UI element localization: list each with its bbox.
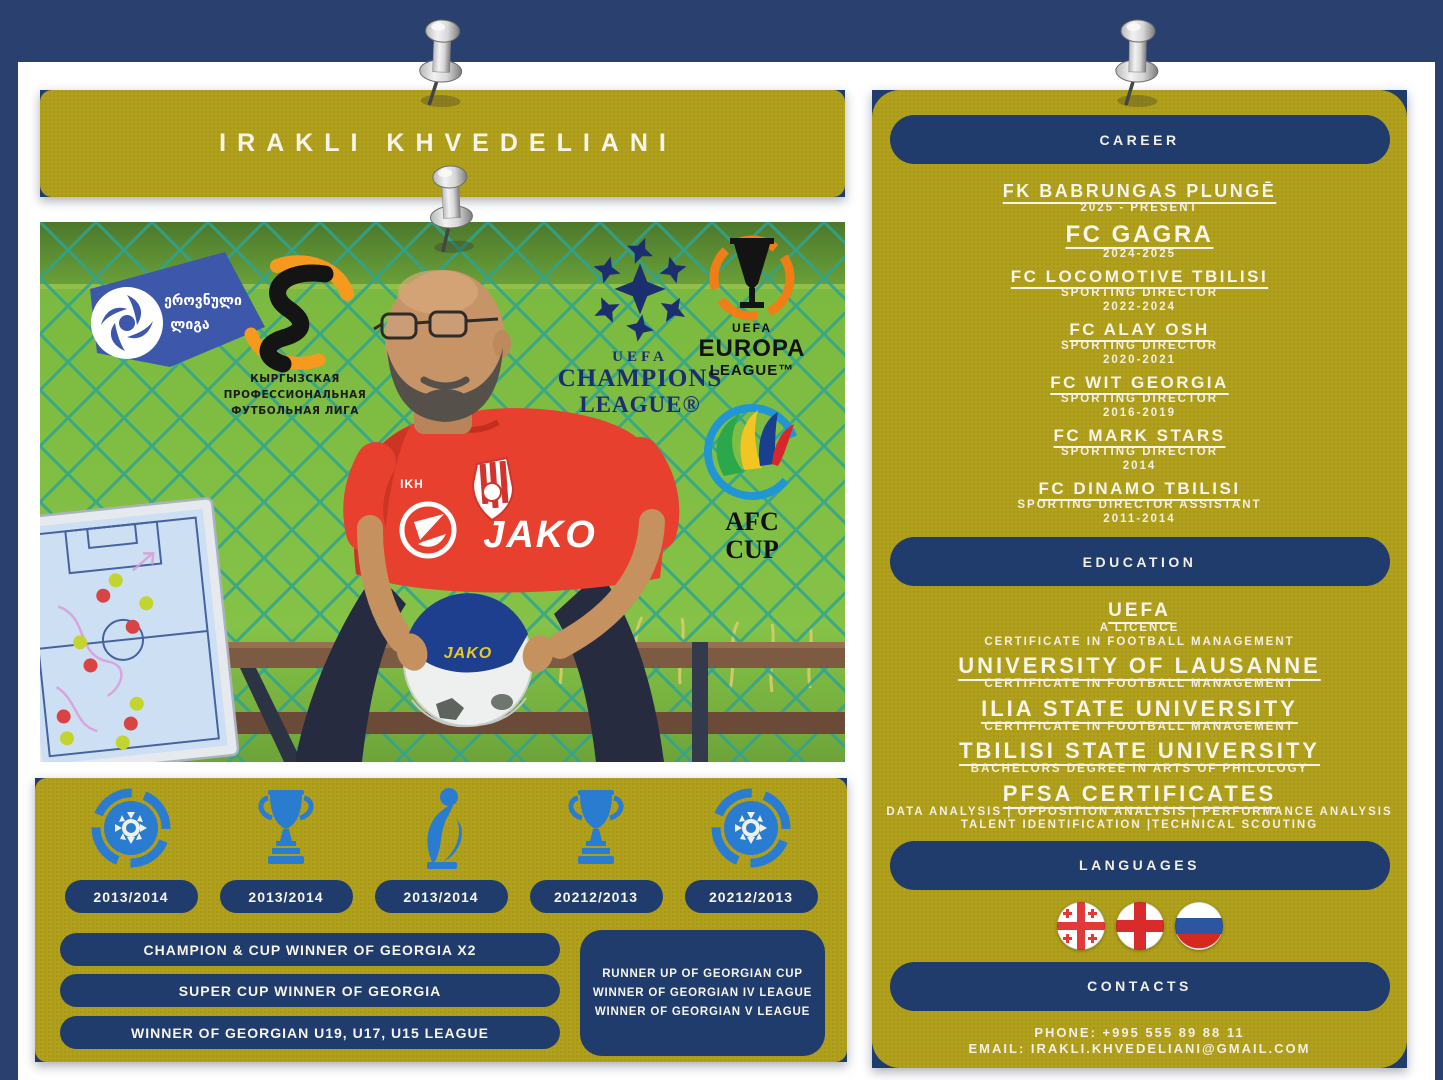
trophy-column: [220, 786, 353, 913]
language-flags: [1057, 902, 1223, 950]
side-box-line: WINNER OF GEORGIAN IV LEAGUE: [592, 986, 813, 999]
svg-text:КЫРГЫЗСКАЯ: КЫРГЫЗСКАЯ: [250, 373, 340, 385]
trophy-column: [530, 786, 663, 913]
svg-text:CUP: CUP: [725, 535, 779, 564]
cup-trophy-icon: [564, 786, 628, 870]
svg-text:CHAMPIONS: CHAMPIONS: [557, 365, 723, 392]
career-list: [1003, 181, 1277, 531]
league-medal-icon: [709, 786, 793, 870]
svg-text:EUROPA: EUROPA: [698, 335, 806, 362]
career-entry: FC ALAY OSH SPORTING DIRECTOR 2020-2021: [1060, 320, 1219, 366]
league-medal-icon: [89, 786, 173, 870]
svg-text:LEAGUE®: LEAGUE®: [579, 392, 701, 417]
jako-logo: [402, 504, 454, 556]
education-entry: PFSA CERTIFICATES DATA ANALYSIS | OPPOSITION ANALYSIS | PERFORMANCE ANALYSIS TALENT IDENTIFICATION |TECHNICAL SCOUTING: [886, 780, 1393, 831]
career-entry: FC GAGRA 2024-2025: [1065, 220, 1214, 260]
trophy-column: [375, 786, 508, 913]
email-line: EMAIL: IRAKLI.KHVEDELIANI@GMAIL.COM: [968, 1040, 1311, 1056]
education-list: [886, 599, 1392, 837]
year-badge: 20212/2013: [685, 880, 818, 913]
career-entry: FC DINAMO TBILISI SPORTING DIRECTOR ASSISTANT 2011-2014: [1017, 479, 1262, 525]
phone-line: PHONE: +995 555 89 88 11: [1034, 1024, 1245, 1040]
ball-brand-text: JAKO: [443, 645, 493, 662]
career-section-header: CAREER: [890, 115, 1390, 164]
super-cup-trophy-icon: [409, 786, 473, 870]
flag-england-icon: [1116, 902, 1164, 950]
contact-info: [969, 1025, 1311, 1057]
achievement-banner: WINNER OF GEORGIAN U19, U17, U15 LEAGUE: [60, 1016, 560, 1049]
education-entry: ILIA STATE UNIVERSITY CERTIFICATE IN FOOTBALL MANAGEMENT: [981, 695, 1298, 733]
education-entry: UNIVERSITY OF LAUSANNE CERTIFICATE IN FOOTBALL MANAGEMENT: [958, 653, 1321, 690]
education-entry: UEFA A LICENCE CERTIFICATE IN FOOTBALL MANAGEMENT: [984, 600, 1295, 648]
flag-russia-icon: [1175, 902, 1223, 950]
education-entry: TBILISI STATE UNIVERSITY BACHELORS DEGREE IN ARTS OF PHILOLOGY: [959, 738, 1320, 775]
pushpin-icon: [410, 158, 491, 258]
details-panel: [872, 90, 1407, 1068]
career-entry: FC LOCOMOTIVE TBILISI SPORTING DIRECTOR 2022-2024: [1010, 267, 1269, 313]
shirt-brand-text: JAKO: [483, 514, 597, 556]
svg-text:ФУТБОЛЬНАЯ ЛИГА: ФУТБОЛЬНАЯ ЛИГА: [231, 405, 359, 417]
svg-text:ლიგა: ლიგა: [170, 317, 210, 333]
achievement-banner: SUPER CUP WINNER OF GEORGIA: [60, 974, 560, 1007]
svg-text:UEFA: UEFA: [612, 349, 668, 365]
pushpin-icon: [1097, 13, 1175, 110]
side-box-line: RUNNER UP OF GEORGIAN CUP: [602, 967, 803, 980]
pushpin-icon: [400, 13, 479, 112]
svg-text:UEFA: UEFA: [731, 321, 773, 335]
achievement-banner: CHAMPION & CUP WINNER OF GEORGIA X2: [60, 933, 560, 966]
flag-georgia-icon: [1057, 902, 1105, 950]
year-badge: 20212/2013: [530, 880, 663, 913]
side-box-line: WINNER OF GEORGIAN V LEAGUE: [594, 1005, 811, 1018]
contacts-section-header: CONTACTS: [890, 962, 1390, 1011]
cv-page: [18, 62, 1435, 1080]
career-entry: FC WIT GEORGIA SPORTING DIRECTOR 2016-2019: [1050, 373, 1229, 419]
education-section-header: EDUCATION: [890, 537, 1390, 586]
svg-text:LEAGUE™: LEAGUE™: [709, 362, 795, 379]
trophy-column: [65, 786, 198, 913]
career-entry: FC MARK STARS SPORTING DIRECTOR 2014: [1053, 426, 1226, 472]
year-badge: 2013/2014: [65, 880, 198, 913]
cup-trophy-icon: [254, 786, 318, 870]
year-badge: 2013/2014: [375, 880, 508, 913]
profile-photo: [40, 222, 845, 762]
year-badge: 2013/2014: [220, 880, 353, 913]
career-entry: FK BABRUNGAS PLUNGĒ 2025 - PRESENT: [1002, 181, 1277, 214]
page-title: IRAKLI KHVEDELIANI: [219, 129, 677, 157]
svg-text:ეროვნული: ეროვნული: [164, 293, 242, 309]
languages-section-header: LANGUAGES: [890, 841, 1390, 890]
trophy-row: [35, 786, 847, 913]
achievement-side-box: [580, 930, 825, 1056]
svg-text:ПРОФЕССИОНАЛЬНАЯ: ПРОФЕССИОНАЛЬНАЯ: [223, 389, 367, 401]
tactics-board: [40, 498, 239, 762]
trophy-column: [685, 786, 818, 913]
svg-text:AFC: AFC: [725, 507, 779, 536]
achievements-panel: [35, 778, 847, 1062]
shirt-initials: IKH: [400, 477, 424, 491]
